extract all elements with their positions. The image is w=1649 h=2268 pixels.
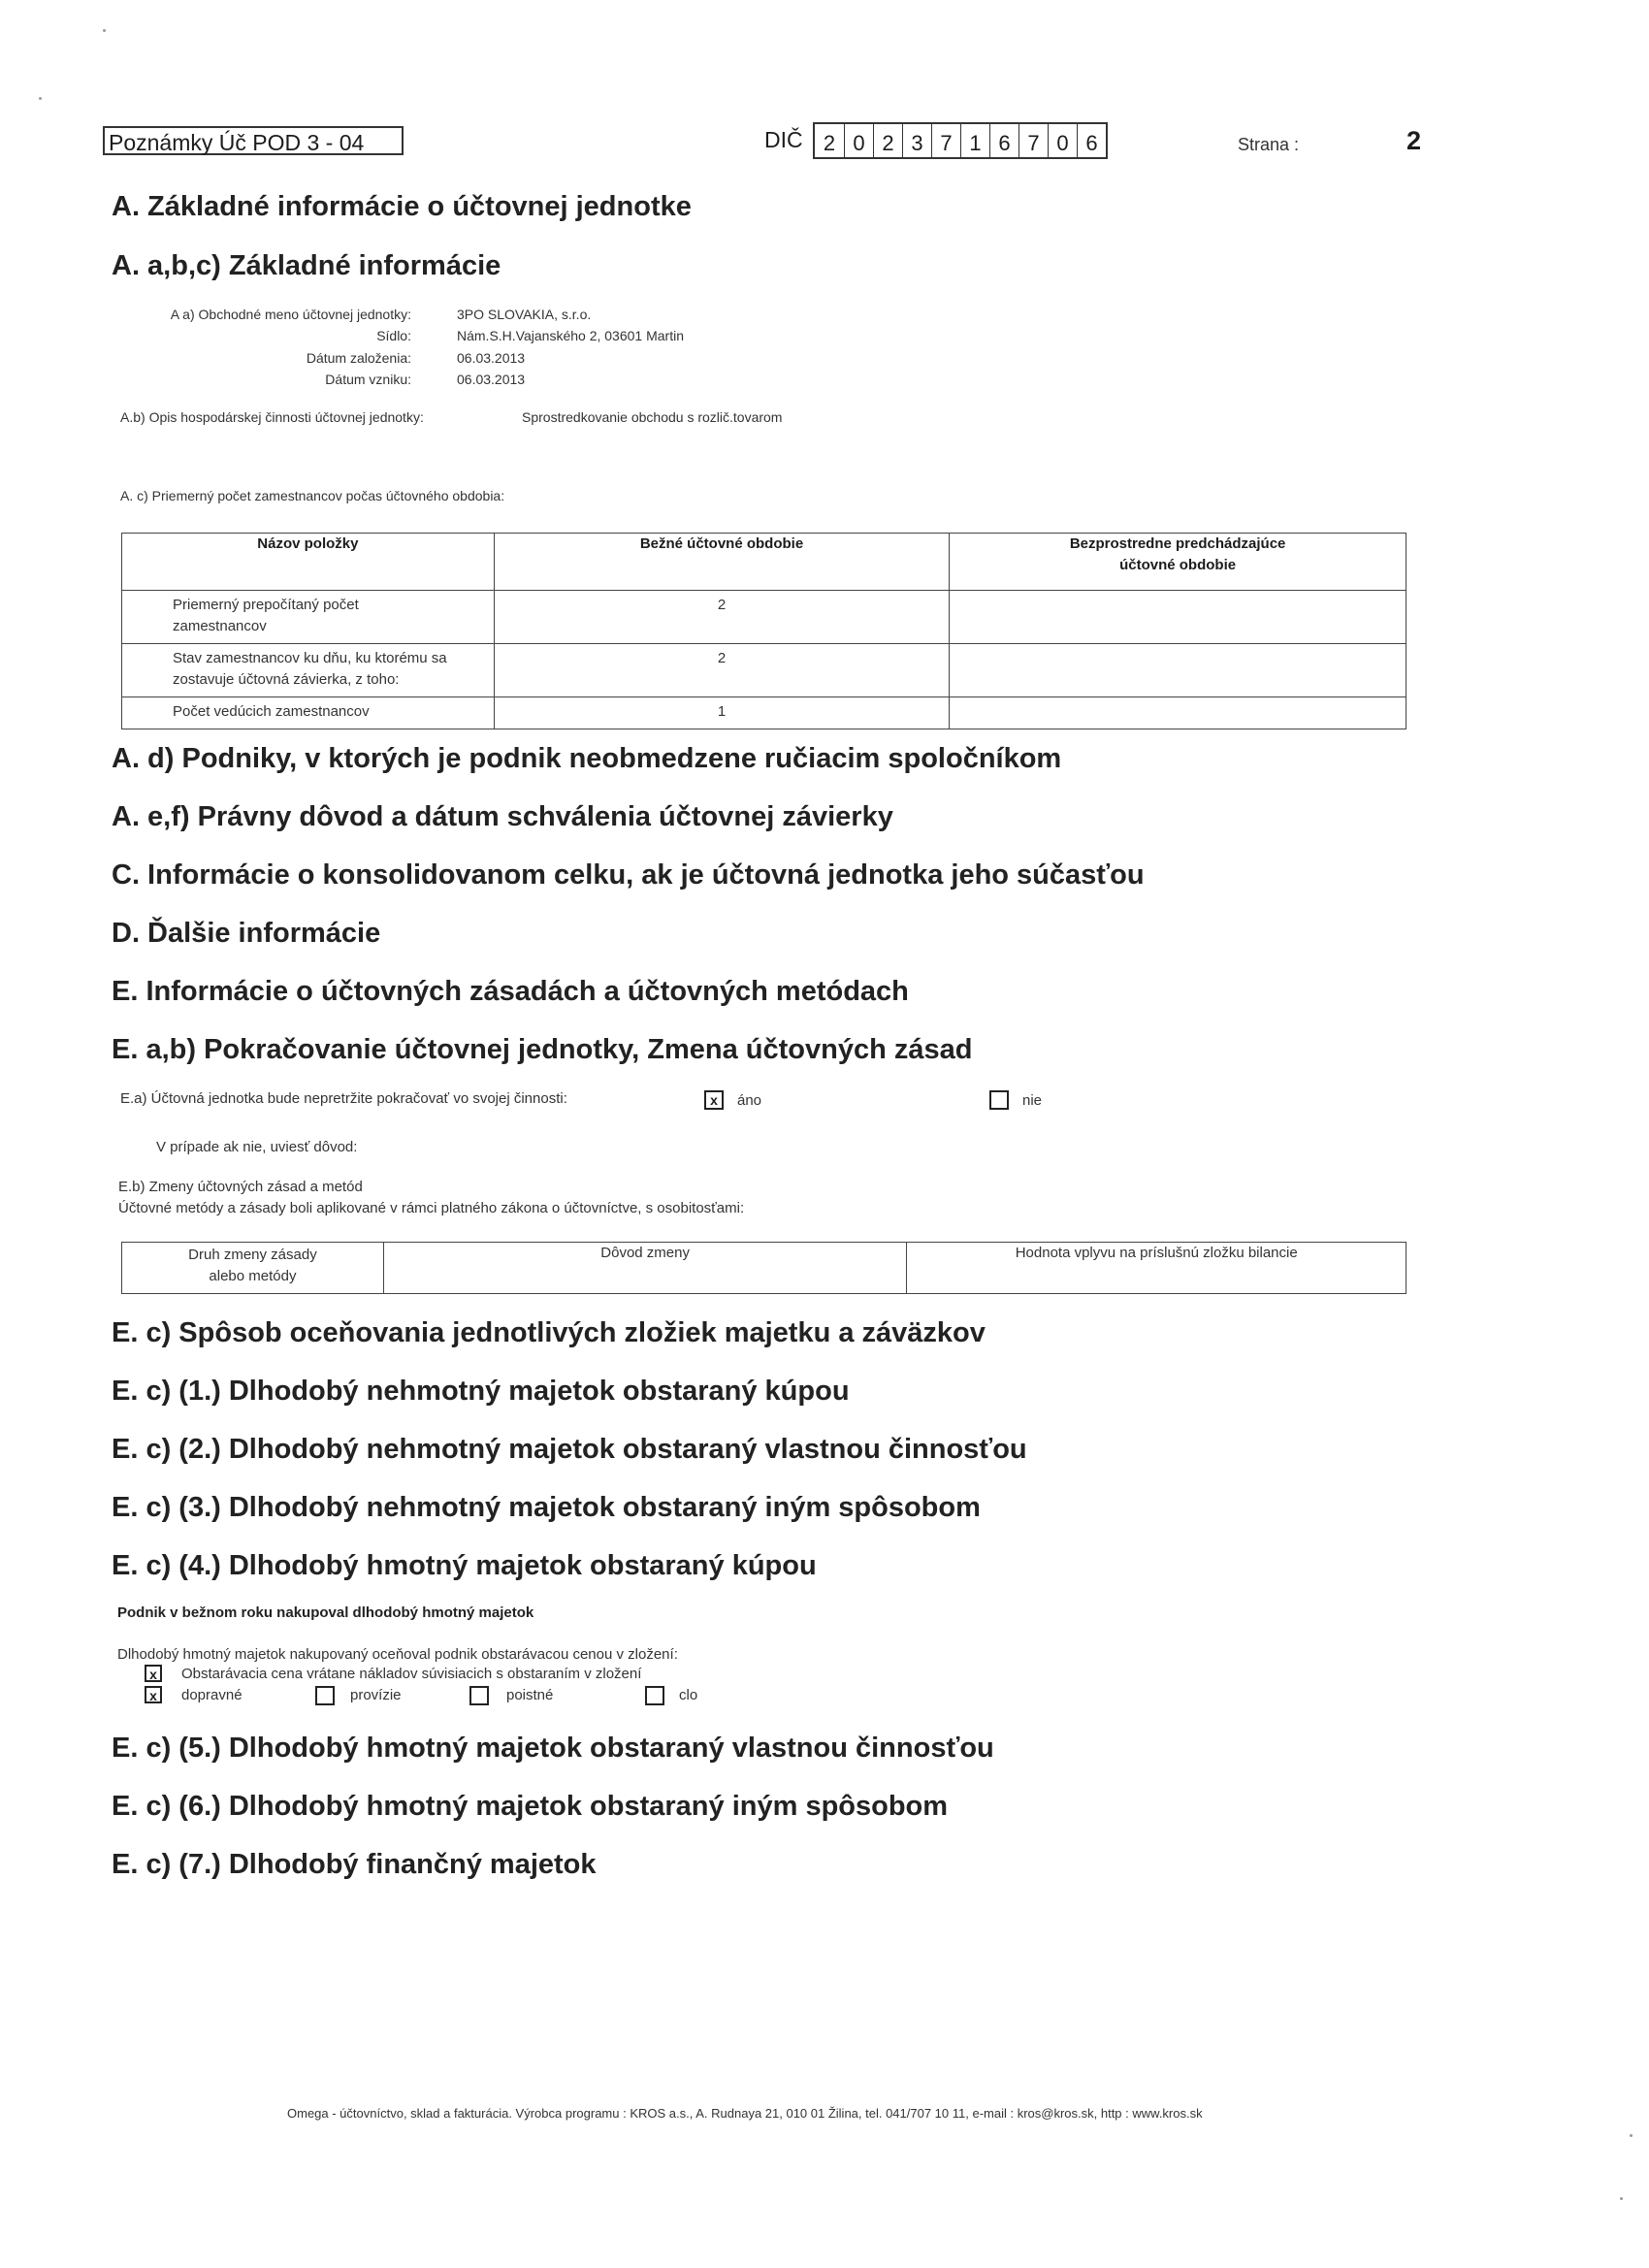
heading-e-c4: E. c) (4.) Dlhodobý hmotný majetok obstaraný kúpou (112, 1550, 817, 1581)
table-cell: 2 (494, 591, 949, 644)
origin-date-value: 06.03.2013 (457, 372, 526, 387)
dic-digit: 1 (960, 124, 989, 157)
heading-e-c: E. c) Spôsob oceňovania jednotlivých zložiek majetku a záväzkov (112, 1317, 986, 1348)
table-cell (950, 591, 1406, 644)
table-header: Hodnota vplyvu na príslušnú zložku bilancie (907, 1243, 1406, 1294)
table-cell (950, 697, 1406, 729)
dic-digit: 2 (873, 124, 902, 157)
heading-e: E. Informácie o účtovných zásadách a účtovných metódach (112, 976, 909, 1007)
heading-e-c6: E. c) (6.) Dlhodobý hmotný majetok obstaraný iným spôsobom (112, 1791, 949, 1822)
scan-speck (1630, 2134, 1633, 2137)
dic-number (813, 122, 1108, 159)
origin-date-label: Dátum vzniku: (325, 372, 411, 387)
table-row (122, 591, 1406, 644)
heading-e-ab: E. a,b) Pokračovanie účtovnej jednotky, Zmena účtovných zásad (112, 1034, 973, 1065)
scan-speck (39, 97, 42, 100)
heading-e-c7: E. c) (7.) Dlhodobý finančný majetok (112, 1849, 597, 1880)
scan-speck (1620, 2197, 1623, 2200)
page-number: 2 (1406, 126, 1422, 155)
no-label: nie (1022, 1092, 1043, 1109)
employees-caption: A. c) Priemerný počet zamestnancov počas účtovného obdobia: (120, 488, 505, 503)
continue-question: E.a) Účtovná jednotka bude nepretržite pokračovať vo svojej činnosti: (120, 1090, 567, 1107)
dic-digit: 7 (1018, 124, 1048, 157)
table-cell: 1 (494, 697, 949, 729)
activity-label: A.b) Opis hospodárskej činnosti účtovnej jednotky: (120, 409, 424, 425)
heading-c: C. Informácie o konsolidovanom celku, ak je účtovná jednotka jeho súčasťou (112, 859, 1145, 891)
company-name-label: A a) Obchodné meno účtovnej jednotky: (170, 307, 411, 322)
ec4-valuation: Dlhodobý hmotný majetok nakupovaný oceňoval podnik obstarávacou cenou v zložení: (117, 1646, 678, 1663)
dic-digit: 0 (844, 124, 873, 157)
table-cell (950, 644, 1406, 697)
section-a-subtitle: A. a,b,c) Základné informácie (112, 250, 501, 281)
seat-value: Nám.S.H.Vajanského 2, 03601 Martin (457, 328, 684, 343)
table-header: Názov položky (122, 534, 495, 591)
scan-speck (103, 29, 106, 32)
founded-value: 06.03.2013 (457, 350, 526, 366)
dic-digit: 6 (989, 124, 1018, 157)
heading-e-c2: E. c) (2.) Dlhodobý nehmotný majetok obstaraný vlastnou činnosťou (112, 1434, 1027, 1465)
heading-e-c3: E. c) (3.) Dlhodobý nehmotný majetok obstaraný iným spôsobom (112, 1492, 981, 1523)
table-header: Bežné účtovné obdobie (494, 534, 949, 591)
dic-label: DIČ (764, 127, 803, 152)
company-name-value: 3PO SLOVAKIA, s.r.o. (457, 307, 592, 322)
customs-checkbox[interactable] (645, 1686, 664, 1705)
seat-label: Sídlo: (376, 328, 411, 343)
heading-e-c1: E. c) (1.) Dlhodobý nehmotný majetok obstaraný kúpou (112, 1376, 850, 1407)
page-label: Strana : (1238, 135, 1300, 154)
table-row (122, 697, 1406, 729)
dic-digit: 0 (1048, 124, 1077, 157)
changes-title: E.b) Zmeny účtovných zásad a metód (118, 1179, 363, 1195)
cost-checkbox[interactable]: x (145, 1665, 162, 1682)
activity-value: Sprostredkovanie obchodu s rozlič.tovarom (522, 409, 783, 425)
table-header: Dôvod zmeny (383, 1243, 907, 1294)
section-a-title: A. Základné informácie o účtovnej jednotke (112, 191, 692, 222)
heading-e-c5: E. c) (5.) Dlhodobý hmotný majetok obstaraný vlastnou činnosťou (112, 1733, 994, 1764)
ec4-note: Podnik v bežnom roku nakupoval dlhodobý hmotný majetok (117, 1604, 534, 1621)
changes-note: Účtovné metódy a zásady boli aplikované v rámci platného zákona o účtovníctve, s osobitosťami: (118, 1200, 745, 1216)
table-cell: Priemerný prepočítaný počet zamestnancov (122, 591, 495, 644)
heading-a-ef: A. e,f) Právny dôvod a dátum schválenia účtovnej závierky (112, 801, 893, 832)
customs-label: clo (679, 1687, 698, 1703)
cost-label: Obstarávacia cena vrátane nákladov súvisiacich s obstaraním v zložení (181, 1666, 642, 1682)
no-checkbox[interactable] (989, 1090, 1009, 1110)
transport-checkbox[interactable]: x (145, 1686, 162, 1703)
heading-d: D. Ďalšie informácie (112, 918, 381, 949)
insurance-checkbox[interactable] (469, 1686, 489, 1705)
dic-digit: 6 (1077, 124, 1106, 157)
table-header: Bezprostredne predchádzajúce účtovné obdobie (950, 534, 1406, 591)
heading-a-d: A. d) Podniky, v ktorých je podnik neobmedzene ručiacim spoločníkom (112, 743, 1062, 774)
changes-table (121, 1242, 1406, 1294)
dic-digit: 3 (902, 124, 931, 157)
table-cell: Počet vedúcich zamestnancov (122, 697, 495, 729)
yes-label: áno (737, 1092, 762, 1109)
table-cell: Stav zamestnancov ku dňu, ku ktorému sa zostavuje účtovná závierka, z toho: (122, 644, 495, 697)
footer: Omega - účtovníctvo, sklad a fakturácia. Výrobca programu : KROS a.s., A. Rudnaya 21, 010 01 Žilina, tel. 041/707 10 11, e-mail : kros@kros.sk, http : www.kros.sk (287, 2106, 1203, 2121)
table-row (122, 644, 1406, 697)
dic-digit: 7 (931, 124, 960, 157)
dic-digit: 2 (823, 131, 836, 155)
table-header: Druh zmeny zásady alebo metódy (122, 1243, 384, 1294)
commission-label: provízie (350, 1687, 402, 1703)
transport-label: dopravné (181, 1687, 242, 1703)
table-cell: 2 (494, 644, 949, 697)
yes-checkbox[interactable]: x (704, 1090, 724, 1110)
form-code: Poznámky Úč POD 3 - 04 (103, 126, 404, 155)
founded-label: Dátum založenia: (306, 350, 411, 366)
employees-table (121, 533, 1406, 729)
reason-label: V prípade ak nie, uviesť dôvod: (156, 1139, 358, 1155)
insurance-label: poistné (506, 1687, 554, 1703)
commission-checkbox[interactable] (315, 1686, 335, 1705)
